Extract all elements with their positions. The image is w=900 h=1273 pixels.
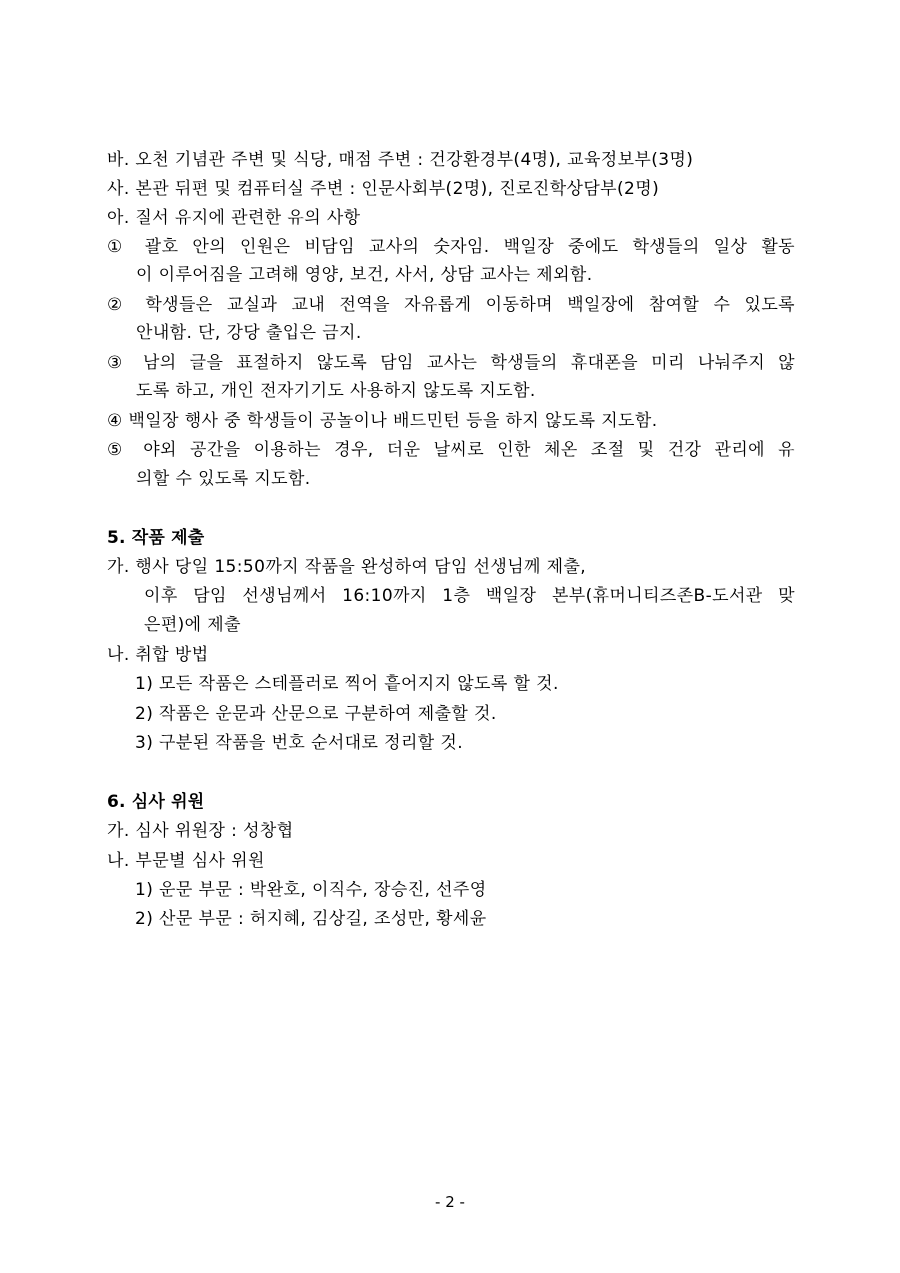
- item-sa: 사. 본관 뒤편 및 컴퓨터실 주변 : 인문사회부(2명), 진로진학상담부(2명): [107, 179, 660, 199]
- note-3-line-2: 도록 하고, 개인 전자기기도 사용하지 않도록 지도함.: [136, 381, 536, 401]
- section-6-title: 6. 심사 위원: [107, 792, 205, 812]
- item-a: 아. 질서 유지에 관련한 유의 사항: [107, 208, 361, 228]
- sec5-item-ga-line-2: 이후 담임 선생님께서 16:10까지 1층 백일장 본부(휴머니티즈존B-도서관 맞: [144, 586, 795, 606]
- note-4-line-1: ④ 백일장 행사 중 학생들이 공놀이나 배드민턴 등을 하지 않도록 지도함.: [107, 411, 658, 431]
- section-5-title: 5. 작품 제출: [107, 528, 205, 548]
- sec6-na-sub-2: 2) 산문 부문 : 허지혜, 김상길, 조성만, 황세윤: [135, 909, 487, 929]
- note-3-line-1: ③ 남의 글을 표절하지 않도록 담임 교사는 학생들의 휴대폰을 미리 나눠주지 않: [107, 353, 795, 373]
- sec6-item-na: 나. 부문별 심사 위원: [107, 851, 265, 871]
- sec5-item-ga-line-3: 은편)에 제출: [144, 615, 241, 635]
- item-ba: 바. 오천 기념관 주변 및 식당, 매점 주변 : 건강환경부(4명), 교육정보부(3명): [107, 150, 694, 170]
- page-number: - 2 -: [435, 1193, 465, 1211]
- sec5-na-sub-2: 2) 작품은 운문과 산문으로 구분하여 제출할 것.: [135, 704, 497, 724]
- sec5-na-sub-3: 3) 구분된 작품을 번호 순서대로 정리할 것.: [135, 733, 464, 753]
- sec5-na-sub-1: 1) 모든 작품은 스테플러로 찍어 흩어지지 않도록 할 것.: [135, 674, 559, 694]
- note-5-line-1: ⑤ 야외 공간을 이용하는 경우, 더운 날씨로 인한 체온 조절 및 건강 관리에 유: [107, 440, 795, 460]
- note-2-line-1: ② 학생들은 교실과 교내 전역을 자유롭게 이동하며 백일장에 참여할 수 있도록: [107, 295, 795, 315]
- note-1-line-2: 이 이루어짐을 고려해 영양, 보건, 사서, 상담 교사는 제외함.: [136, 265, 593, 285]
- note-2-line-2: 안내함. 단, 강당 출입은 금지.: [136, 323, 362, 343]
- sec6-item-ga: 가. 심사 위원장 : 성창협: [107, 821, 294, 841]
- note-1-line-1: ① 괄호 안의 인원은 비담임 교사의 숫자임. 백일장 중에도 학생들의 일상 활동: [107, 237, 795, 257]
- sec5-item-ga-line-1: 가. 행사 당일 15:50까지 작품을 완성하여 담임 선생님께 제출,: [107, 557, 587, 577]
- note-5-line-2: 의할 수 있도록 지도함.: [136, 469, 311, 489]
- sec6-na-sub-1: 1) 운문 부문 : 박완호, 이직수, 장승진, 선주영: [135, 880, 487, 900]
- sec5-item-na: 나. 취합 방법: [107, 645, 209, 665]
